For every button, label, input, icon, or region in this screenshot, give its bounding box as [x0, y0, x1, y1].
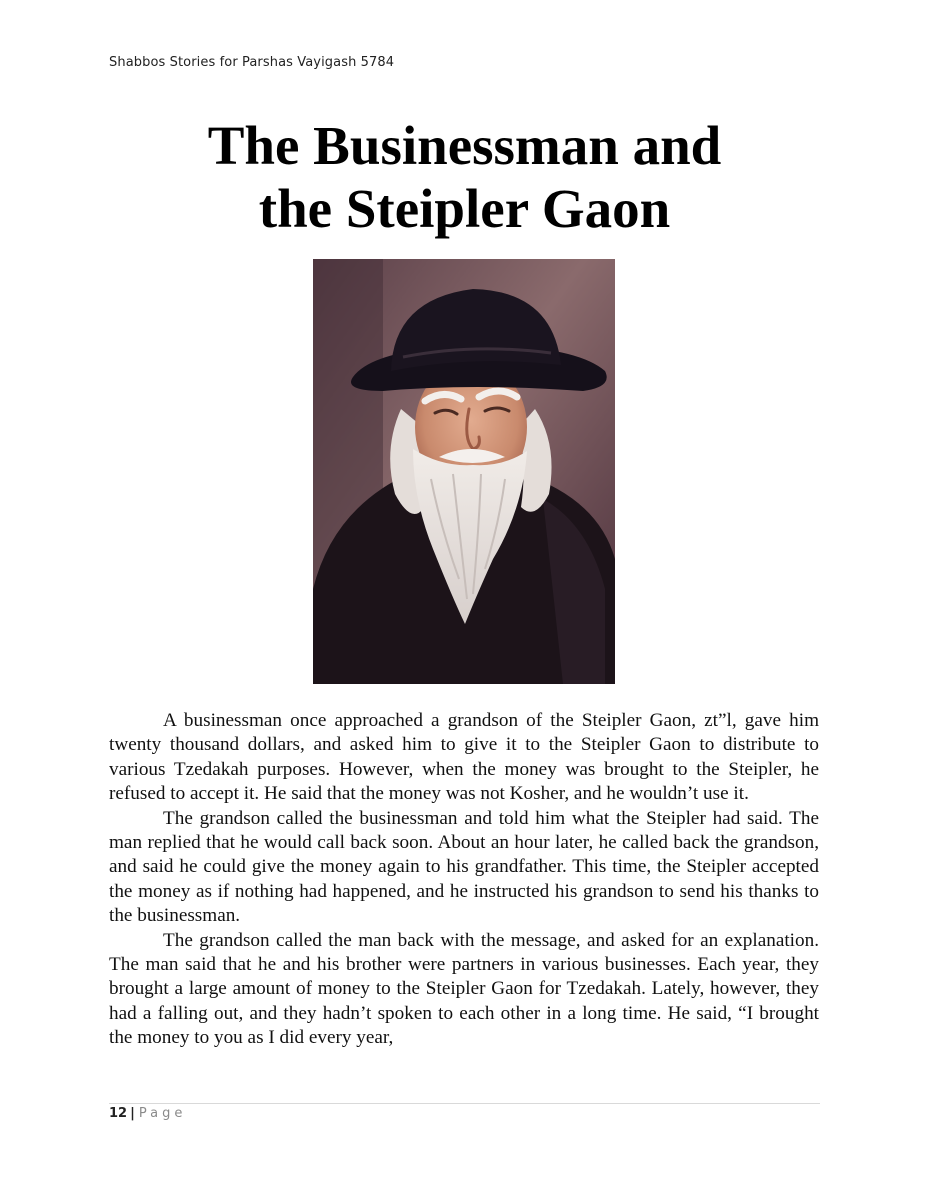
paragraph-3: The grandson called the man back with the message, and asked for an explanation. The man said that he and his brother were partners in various businesses. Each year, they brought a large amount of money to the Steipler Gaon for Tzedakah. Lately, however, they had a falling out, and they hadn’t spoken to each other in a long time. He said, “I brought the money to you as I did every year,	[109, 929, 819, 1049]
footer-divider	[109, 1103, 820, 1104]
running-header: Shabbos Stories for Parshas Vayigash 5784	[109, 55, 395, 70]
page-title-line-1: The Businessman and	[207, 115, 722, 176]
page-footer	[109, 1106, 186, 1121]
paragraph-1: A businessman once approached a grandson of the Steipler Gaon, zt”l, gave him twenty thousand dollars, and asked him to give it to the Steipler Gaon to distribute to various Tzedakah purposes. However, when the money was brought to the Steipler, he refused to accept it. He said that the money was not Kosher, and he wouldn’t use it.	[109, 710, 819, 805]
page-number: 12	[109, 1106, 128, 1121]
paragraph-2: The grandson called the businessman and told him what the Steipler had said. The man replied that he would call back soon. About an hour later, he called back the grandson, and said he could give the money again to his grandfather. This time, the Steipler accepted the money as if nothing had happened, and he instructed his grandson to send his thanks to the businessman.	[109, 807, 819, 927]
article-body	[109, 709, 819, 1051]
portrait-photo	[313, 259, 615, 684]
page-label: Page	[138, 1106, 187, 1121]
page-title	[109, 114, 820, 240]
footer-separator: |	[130, 1106, 135, 1121]
page-title-line-2: the Steipler Gaon	[258, 178, 671, 239]
